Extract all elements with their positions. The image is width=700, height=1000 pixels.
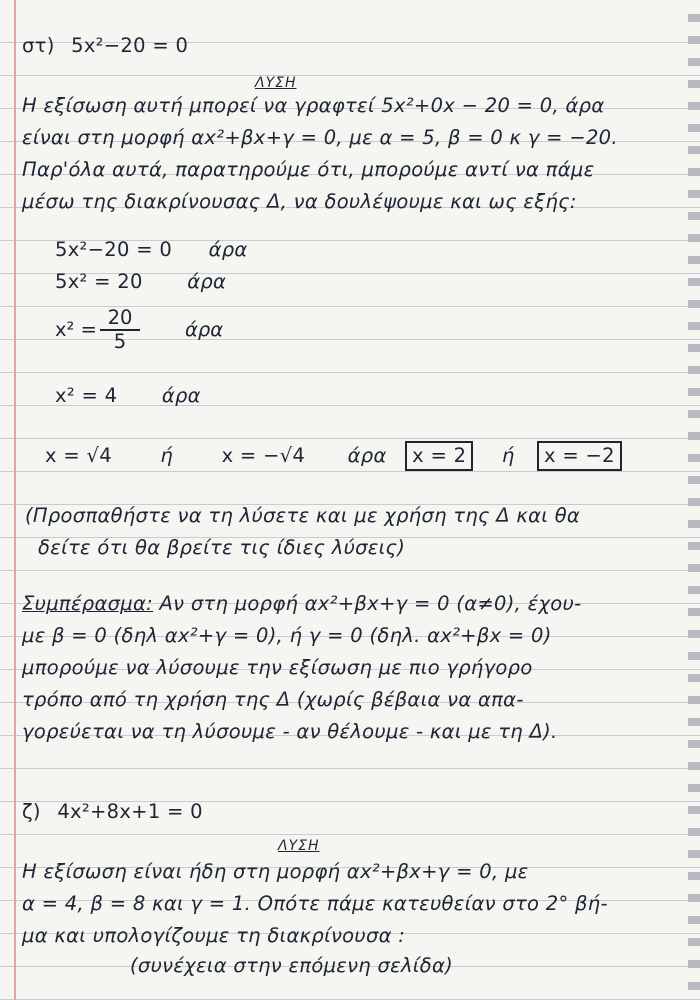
section-st-title — [22, 34, 188, 57]
st-para-line-2: είναι στη μορφή αx²+βx+γ = 0, με α = 5, β = 0 κ γ = −20. — [22, 126, 618, 149]
st-para-line-3: Παρ'όλα αυτά, παρατηρούμε ότι, μπορούμε αντί να πάμε — [22, 158, 595, 181]
step-5-root-neg: x = −√4 — [221, 444, 306, 467]
fraction-denominator: 5 — [113, 330, 127, 353]
step-1-ara: άρα — [208, 238, 248, 261]
st-para-line-4: μέσω της διακρίνουσας Δ, να δουλέψουμε και ως εξής: — [22, 190, 577, 213]
step-1-expr: 5x²−20 = 0 — [55, 238, 173, 261]
step-5 — [45, 441, 622, 471]
note-line-2: δείτε ότι θα βρείτε τις ίδιες λύσεις) — [38, 536, 406, 559]
st-para-line-1: Η εξίσωση αυτή μπορεί να γραφτεί 5x²+0x − 20 = 0, άρα — [22, 94, 605, 117]
step-5-or-2: ή — [501, 444, 515, 467]
conclusion-label: Συμπέρασμα: — [22, 592, 154, 615]
step-5-root-pos: x = √4 — [45, 444, 112, 467]
step-5-ara: άρα — [347, 444, 387, 467]
step-5-or: ή — [160, 444, 174, 467]
fraction-numerator: 20 — [100, 307, 140, 331]
answer-box-1: x = 2 — [405, 441, 473, 471]
conclusion-line-4: τρόπο από τη χρήση της Δ (χωρίς βέβαια να απα- — [22, 688, 524, 711]
answer-box-2: x = −2 — [537, 441, 622, 471]
section-z-label: ζ) — [22, 800, 41, 823]
step-4-expr: x² = 4 — [55, 384, 118, 407]
conclusion-line-2: με β = 0 (δηλ αx²+γ = 0), ή γ = 0 (δηλ. αx²+βx = 0) — [22, 624, 552, 647]
z-para-line-3: μα και υπολογίζουμε τη διακρίνουσα : — [22, 924, 406, 947]
margin-line — [14, 0, 16, 1000]
step-3-ara: άρα — [185, 318, 224, 341]
step-2 — [55, 270, 226, 293]
step-3-lhs: x² = — [55, 318, 97, 341]
section-st-label: στ) — [22, 34, 55, 57]
step-2-ara: άρα — [187, 270, 227, 293]
note-line-1: (Προσπαθήστε να τη λύσετε και με χρήση της Δ και θα — [25, 504, 581, 527]
section-z-title — [22, 800, 203, 823]
conclusion-line-1 — [22, 592, 581, 615]
step-1 — [55, 238, 248, 261]
conclusion-line-5: γορεύεται να τη λύσουμε - αν θέλουμε - και με τη Δ). — [22, 720, 558, 743]
continued-note: (συνέχεια στην επόμενη σελίδα) — [130, 954, 453, 977]
conclusion-line-1-text: Αν στη μορφή αx²+βx+γ = 0 (α≠0), έχου- — [153, 592, 582, 615]
z-para-line-2: α = 4, β = 8 και γ = 1. Οπότε πάμε κατευθείαν στο 2° βή- — [22, 892, 608, 915]
binder-holes — [688, 0, 700, 1000]
section-z-equation: 4x²+8x+1 = 0 — [57, 800, 203, 823]
step-2-expr: 5x² = 20 — [55, 270, 143, 293]
step-3-fraction — [100, 307, 140, 353]
conclusion-line-3: μπορούμε να λύσουμε την εξίσωση με πιο γρήγορο — [22, 656, 533, 679]
solution-heading-z: ΛΥΣΗ — [278, 838, 320, 854]
section-st-equation: 5x²−20 = 0 — [71, 34, 189, 57]
step-4 — [55, 384, 201, 407]
step-4-ara: άρα — [161, 384, 201, 407]
z-para-line-1: Η εξίσωση είναι ήδη στη μορφή αx²+βx+γ = 0, με — [22, 860, 529, 883]
solution-heading-st: ΛΥΣΗ — [255, 75, 297, 91]
